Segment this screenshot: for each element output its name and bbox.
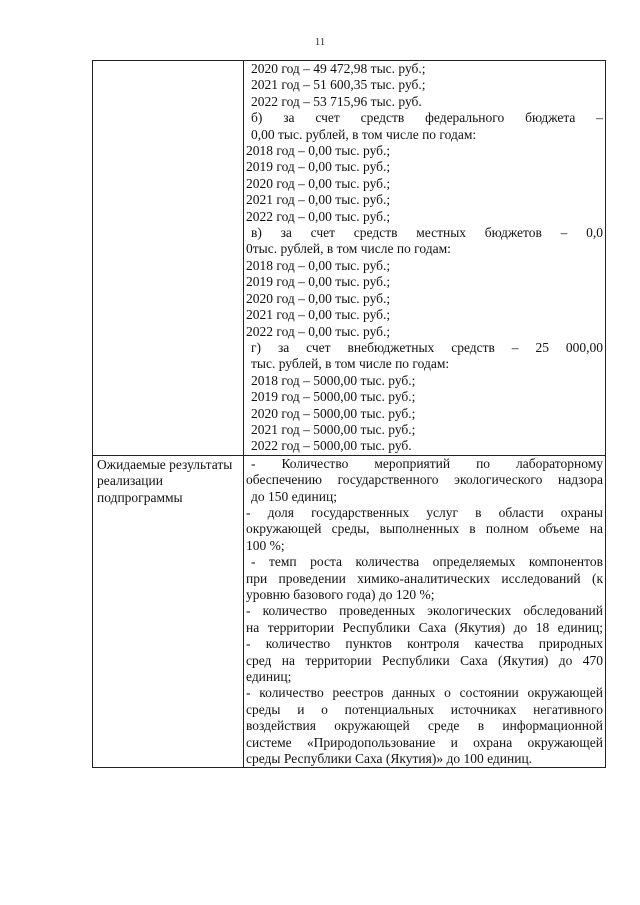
- result-line: окружающей среды, выполненных в полном объеме на: [246, 521, 603, 537]
- results-cell: [244, 455, 606, 768]
- result-line: среды Республики Саха (Якутия)» до 100 единиц.: [246, 751, 533, 767]
- local-heading: в) за счет средств местных бюджетов – 0,0: [251, 225, 603, 241]
- result-line: уровню базового года) до 120 %;: [246, 587, 435, 602]
- local-heading-cont: 0тыс. рублей, в том числе по годам:: [246, 241, 451, 257]
- page-number: 11: [314, 36, 326, 48]
- results-label: Ожидаемые результаты реализации подпрограммы: [97, 456, 233, 505]
- local-year-line: 2018 год – 0,00 тыс. руб.;: [246, 257, 391, 273]
- extrabudget-year-line: 2018 год – 5000,00 тыс. руб.;: [251, 372, 416, 388]
- passport-table: [92, 60, 606, 768]
- federal-year-line: 2020 год – 0,00 тыс. руб.;: [246, 175, 391, 191]
- budget-line: 2020 год – 49 472,98 тыс. руб.;: [251, 61, 426, 76]
- federal-year-line: 2018 год – 0,00 тыс. руб.;: [246, 143, 391, 159]
- extrabudget-heading-cont: тыс. рублей, в том числе по годам:: [251, 356, 450, 372]
- result-line: сред на территории Республики Саха (Якутия) до 470: [246, 652, 603, 668]
- budget-line: 2021 год – 51 600,35 тыс. руб.;: [251, 77, 426, 93]
- local-year-line: 2021 год – 0,00 тыс. руб.;: [246, 307, 391, 323]
- budget-line: 2022 год – 53 715,96 тыс. руб.: [251, 93, 422, 109]
- result-line: - количество проведенных экологических обследований: [246, 603, 603, 619]
- extrabudget-heading: г) за счет внебюджетных средств – 25 000,00: [251, 339, 603, 355]
- local-year-line: 2022 год – 0,00 тыс. руб.;: [246, 323, 391, 339]
- extrabudget-year-line: 2021 год – 5000,00 тыс. руб.;: [251, 421, 416, 437]
- result-line: обеспечению государственного экологического надзора: [246, 472, 603, 488]
- federal-year-line: 2022 год – 0,00 тыс. руб.;: [246, 208, 391, 224]
- federal-year-line: 2021 год – 0,00 тыс. руб.;: [246, 192, 391, 208]
- result-line: - доля государственных услуг в области охраны: [246, 504, 603, 520]
- table-row: [93, 61, 606, 456]
- result-line: воздействия окружающей среде в информационной: [246, 718, 603, 734]
- result-line: 100 %;: [246, 537, 285, 553]
- result-line: системе «Природопользование и охрана окружающей: [246, 734, 603, 750]
- table-row: [93, 455, 606, 768]
- extrabudget-year-line: 2019 год – 5000,00 тыс. руб.;: [251, 389, 416, 405]
- financing-cell: [244, 61, 606, 456]
- result-line: при проведении химико-аналитических исследований (к: [246, 570, 603, 586]
- federal-heading: б) за счет средств федерального бюджета –: [251, 110, 603, 126]
- result-line: - темп роста количества определяемых компонентов: [251, 554, 603, 570]
- results-label-cell: [93, 455, 244, 768]
- federal-year-line: 2019 год – 0,00 тыс. руб.;: [246, 159, 391, 175]
- extrabudget-year-line: 2020 год – 5000,00 тыс. руб.;: [251, 405, 416, 421]
- result-line: на территории Республики Саха (Якутия) до 18 единиц;: [246, 619, 603, 635]
- local-year-line: 2020 год – 0,00 тыс. руб.;: [246, 290, 391, 306]
- result-line: до 150 единиц;: [251, 488, 337, 504]
- extrabudget-year-line: 2022 год – 5000,00 тыс. руб.: [251, 438, 412, 454]
- empty-label-cell: [93, 61, 244, 456]
- result-line: - Количество мероприятий по лабораторному: [251, 455, 603, 471]
- local-year-line: 2019 год – 0,00 тыс. руб.;: [246, 274, 391, 290]
- result-line: - количество реестров данных о состоянии окружающей: [246, 685, 603, 701]
- result-line: среды и о потенциальных источниках негативного: [246, 701, 603, 717]
- result-line: - количество пунктов контроля качества природных: [246, 636, 603, 652]
- federal-heading-cont: 0,00 тыс. рублей, в том числе по годам:: [251, 126, 477, 142]
- result-line: единиц;: [246, 669, 292, 685]
